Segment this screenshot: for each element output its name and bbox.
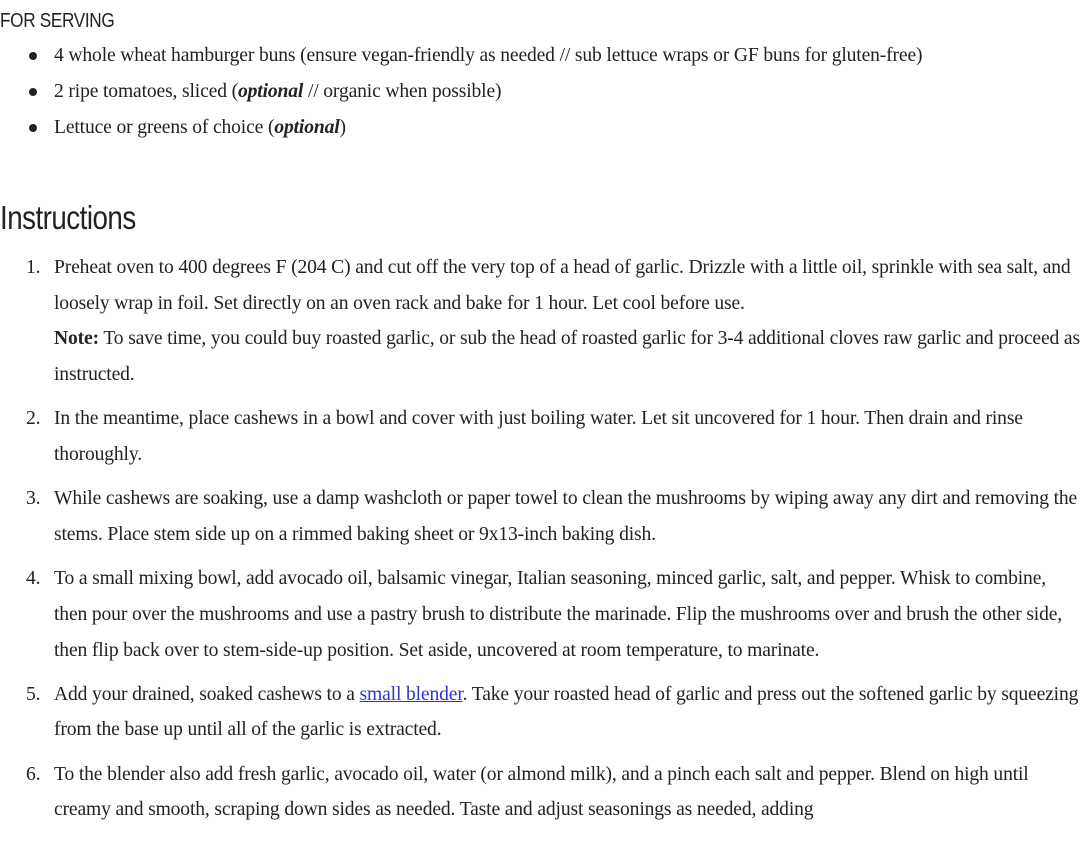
instruction-step [0, 250, 1080, 393]
note-label: Note: [54, 328, 99, 350]
step-text: In the meantime, place cashews in a bowl and cover with just boiling water. Let sit uncovered for 1 hour. Then drain and rinse thoroughly. [54, 408, 1023, 466]
instructions-list [0, 250, 1080, 837]
serving-item [0, 74, 1080, 110]
step-number: 3. [26, 488, 41, 510]
step-number: 1. [26, 257, 41, 278]
serving-item-text: 4 whole wheat hamburger buns (ensure vegan-friendly as needed // sub lettuce wraps or GF buns for gluten-free) [54, 45, 923, 66]
step-number: 4. [26, 568, 41, 590]
step-text: To the blender also add fresh garlic, avocado oil, water (or almond milk), and a pinch each salt and pepper. Blend on high until creamy and smooth, scraping down sides as needed. Taste and adjust seasonings as needed, adding [54, 763, 1029, 821]
bullet-icon [29, 124, 37, 132]
instruction-step [0, 401, 1080, 472]
serving-item [0, 38, 1080, 74]
serving-list [0, 38, 1080, 146]
instructions-heading: Instructions [0, 199, 136, 236]
instruction-step [0, 757, 1080, 828]
step-number: 6. [26, 763, 41, 785]
step-text: While cashews are soaking, use a damp washcloth or paper towel to clean the mushrooms by wiping away any dirt and removing the stems. Place stem side up on a rimmed baking sheet or 9x13-inch baking dish. [54, 488, 1078, 545]
step-text [54, 677, 1080, 748]
bullet-icon [29, 52, 37, 60]
step-number: 2. [26, 408, 41, 430]
step-text [54, 250, 1080, 393]
for-serving-heading: FOR SERVING [0, 10, 115, 32]
step-text: To a small mixing bowl, add avocado oil, balsamic vinegar, Italian seasoning, minced garlic, salt, and pepper. Whisk to combine, then pour over the mushrooms and use a pastry brush to distribute the marinade. Flip the mushrooms over and brush the other side, then flip back over to stem-side-up position. Set aside, uncovered at room temperature, to marinate. [54, 568, 1063, 661]
instruction-step [0, 561, 1080, 668]
serving-item [0, 110, 1080, 146]
step-text-post: . Take your roasted head of garlic and press out the softened garlic by squeezing from the base up until all of the garlic is extracted. [54, 683, 1079, 741]
step-number: 5. [26, 683, 41, 705]
step-body: Preheat oven to 400 degrees F (204 C) and cut off the very top of a head of garlic. Drizzle with a little oil, sprinkle with sea salt, and loosely wrap in foil. Set directly on an oven rack and bake for 1 hour. Let cool before use. [54, 257, 1071, 314]
bullet-icon [29, 88, 37, 96]
optional-emphasis: optional [274, 117, 340, 138]
small-blender-link[interactable]: small blender [359, 683, 463, 705]
optional-emphasis: optional [237, 81, 304, 102]
serving-item-text-pre: 2 ripe tomatoes, sliced ( [54, 81, 238, 102]
instruction-step [0, 481, 1080, 552]
instruction-step [0, 677, 1080, 748]
step-text-pre: Add your drained, soaked cashews to a [54, 683, 360, 705]
serving-item-text-post: // organic when possible) [303, 81, 502, 102]
note-text: To save time, you could buy roasted garlic, or sub the head of roasted garlic for 3-4 additional cloves raw garlic and proceed as instructed. [54, 328, 1080, 386]
serving-item-text-post: ) [339, 117, 346, 138]
serving-item-text-pre: Lettuce or greens of choice ( [54, 117, 275, 138]
